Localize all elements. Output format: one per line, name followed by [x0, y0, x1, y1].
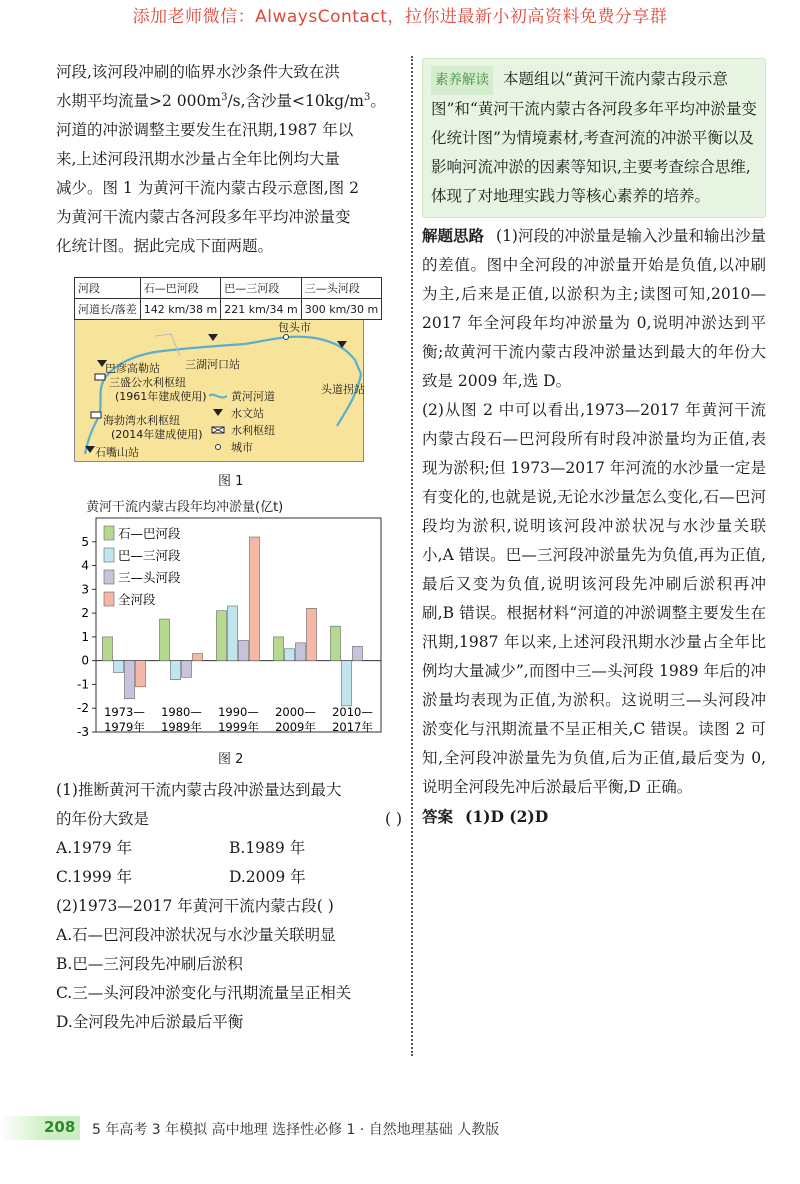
option-a[interactable]: A.1979 年 — [56, 839, 132, 857]
table-cell: 石—巴河段 — [140, 278, 221, 299]
x-tick-label: 2017年 — [332, 720, 373, 734]
bar — [307, 608, 317, 660]
bar-chart-svg — [56, 514, 386, 759]
dam-marker — [95, 374, 105, 380]
y-tick-label: 1 — [81, 629, 89, 644]
label-baotou: 包头市 — [278, 321, 311, 334]
x-tick-label: 1989年 — [161, 720, 202, 734]
legend-label: 三—头河段 — [118, 570, 181, 585]
y-tick-label: 5 — [81, 534, 89, 549]
bar — [160, 619, 170, 661]
bar — [114, 661, 124, 673]
bar — [250, 537, 260, 661]
solution-tag: 解题思路 — [422, 227, 485, 245]
x-tick-label: 2009年 — [275, 720, 316, 734]
option-d[interactable]: D.全河段先冲后淤最后平衡 — [56, 1013, 244, 1031]
questions-block — [56, 776, 402, 1037]
figure-2-chart — [56, 500, 386, 750]
legend-swatch — [104, 592, 114, 606]
table-cell: 142 km/38 m — [140, 299, 221, 320]
label-sansheng-year: (1961年建成使用) — [115, 390, 207, 403]
map-area — [74, 315, 364, 462]
label-haibo-year: (2014年建成使用) — [111, 428, 203, 441]
table-cell: 221 km/34 m — [221, 299, 302, 320]
figure-2-caption: 图 2 — [218, 752, 244, 767]
boundary-line — [155, 334, 180, 356]
literacy-box — [422, 58, 766, 218]
table-cell: 三—头河段 — [301, 278, 382, 299]
y-tick-label: 4 — [81, 558, 89, 573]
y-tick-label: -1 — [77, 677, 89, 692]
legend-swatch — [104, 548, 114, 562]
figure-1-caption: 图 1 — [218, 474, 244, 489]
legend-swatch — [104, 570, 114, 584]
solution-paragraph-1: 解题思路 (1)河段的冲淤量是输入沙量和输出沙量的差值。图中全河段的冲淤量开始是负值,以冲刷为主,后来是正值,以淤积为主;读图可知,2010—2017 年全河段年均冲淤量为 0,说明冲淤达到平衡;故黄河干流内蒙古段冲淤量达到最大的年份大致是 2009 年,选 D。 — [422, 227, 766, 390]
bar — [103, 637, 113, 661]
answer-tag: 答案 — [422, 808, 454, 826]
table-cell: 河道长/落差 — [75, 299, 141, 320]
literacy-tag: 素养解读 — [431, 66, 493, 95]
table-cell: 300 km/30 m — [301, 299, 382, 320]
option-c[interactable]: C.1999 年 — [56, 868, 133, 886]
x-tick-label: 1990— — [218, 705, 259, 719]
answer-line: 答案 (1)D (2)D — [422, 807, 549, 826]
y-tick-label: 0 — [81, 653, 89, 668]
map-legend — [209, 388, 309, 458]
watermark-text: 添加老师微信：AlwaysContact，拉你进最新小初高资料免费分享群 — [132, 7, 668, 27]
bar — [125, 661, 135, 699]
label-toudao-station: 头道拐站 — [321, 383, 365, 396]
intro-line-3: 河道的冲淤调整主要发生在汛期,1987 年以 — [56, 121, 354, 139]
intro-line-6: 为黄河干流内蒙古各河段多年平均冲淤量变 — [56, 208, 351, 226]
column-divider — [411, 56, 413, 1056]
y-tick-label: 2 — [81, 606, 89, 621]
bar — [182, 661, 192, 678]
x-tick-label: 1980— — [161, 705, 202, 719]
option-b[interactable]: B.1989 年 — [229, 839, 306, 857]
chart-title: 黄河干流内蒙古段年均冲淤量(亿t) — [86, 500, 284, 515]
intro-line-5: 减少。图 1 为黄河干流内蒙古段示意图,图 2 — [56, 179, 359, 197]
y-tick-label: -2 — [77, 701, 89, 716]
y-tick-label: -3 — [77, 725, 89, 739]
bar — [228, 606, 238, 661]
x-tick-label: 2010— — [332, 705, 373, 719]
question-2-stem: (2)1973—2017 年黄河干流内蒙古段( ) — [56, 897, 334, 915]
page-footer — [0, 1116, 800, 1140]
legend-city: 城市 — [209, 439, 253, 455]
bar — [342, 661, 352, 706]
bar — [296, 643, 306, 661]
x-tick-label: 1999年 — [218, 720, 259, 734]
legend-river: 黄河河道 — [209, 388, 275, 404]
bar — [193, 654, 203, 661]
solution-paragraph-2: (2)从图 2 中可以看出,1973—2017 年黄河干流内蒙古段石—巴河段所有时段冲淤量均为正值,表现为淤积;但 1973—2017 年河流的水沙量一定是有变化的,也就是说,无论水沙量怎么变化,石—巴河段均为淤积,说明该河段冲淤状况与水沙量关联小,A 错误。巴—三河段冲淤量先为负值,再为正值,最后又变为负值,说明该河段先冲刷后淤积再冲刷,B 错误。根据材料“河道的冲淤调整主要发生在汛期,1987 年以来,上述河段汛期水沙量占全年比例均大量减少”,而图中三—头河段 1989 年后的冲淤量均表现为正值,为淤积。这说明三—头河段冲淤变化与汛期流量不呈正相关,C 错误。读图 2 可知,全河段冲淤量先为负值,后为正值,最后变为 0,说明全河段先冲后淤最后平衡,D 正确。 — [422, 401, 766, 796]
page-number: 208 — [44, 1118, 76, 1136]
option-a[interactable]: A.石—巴河段冲淤状况与水沙量关联明显 — [56, 926, 336, 944]
city-marker — [284, 335, 289, 340]
footer-book-title: 5 年高考 3 年模拟 高中地理 选择性必修 1 · 自然地理基础 人教版 — [92, 1122, 500, 1138]
x-tick-label: 2000— — [275, 705, 316, 719]
legend-label: 巴—三河段 — [118, 548, 181, 563]
intro-line-4: 来,上述河段汛期水沙量占全年比例均大量 — [56, 150, 340, 168]
legend-hydro-station: 水文站 — [209, 405, 264, 421]
right-column — [422, 58, 766, 832]
river-section-table — [74, 277, 382, 320]
question-1-line-2: 的年份大致是 ( ) — [56, 810, 402, 828]
bar — [217, 611, 227, 661]
dam-marker — [91, 412, 101, 418]
x-tick-label: 1979年 — [104, 720, 145, 734]
left-column — [56, 58, 402, 261]
hydro-station-marker — [208, 334, 218, 341]
bar — [353, 646, 363, 660]
x-tick-label: 1973— — [104, 705, 145, 719]
option-d[interactable]: D.2009 年 — [229, 868, 306, 886]
label-sanhu-station: 三湖河口站 — [185, 358, 240, 371]
label-shizui-station: 石嘴山站 — [95, 446, 139, 459]
label-haibo-dam: 海勃湾水利枢纽 — [103, 414, 180, 427]
legend-label: 石—巴河段 — [118, 526, 181, 541]
bar — [171, 661, 181, 680]
y-tick-label: 3 — [81, 582, 89, 597]
option-c[interactable]: C.三—头河段冲淤变化与汛期流量呈正相关 — [56, 984, 352, 1002]
question-1-line-1: (1)推断黄河干流内蒙古段冲淤量达到最大 — [56, 781, 342, 799]
legend-dam: 水利枢纽 — [209, 422, 275, 438]
bar — [331, 626, 341, 660]
figure-1-map — [74, 277, 379, 460]
table-cell: 河段 — [75, 278, 141, 299]
label-sansheng-dam: 三盛公水利枢纽 — [109, 376, 186, 389]
bar — [136, 661, 146, 687]
intro-line-7: 化统计图。据此完成下面两题。 — [56, 237, 274, 255]
intro-line-2: 水期平均流量>2 $000m^3/s$,含沙量$<10kg/m^3$。 — [56, 91, 386, 110]
bar — [274, 637, 284, 661]
literacy-text: 本题组以“黄河干流内蒙古段示意图”和“黄河干流内蒙古各河段多年平均冲淤量变化统计图”为情境素材,考查河流的冲淤平衡以及影响河流冲淤的因素等知识,主要考查综合思维,体现了对地理实践力等核心素养的培养。 — [431, 70, 757, 205]
question-1-options — [56, 834, 402, 892]
bar — [239, 640, 249, 660]
legend-label: 全河段 — [118, 592, 156, 607]
intro-line-1: 河段,该河段冲刷的临界水沙条件大致在洪 — [56, 63, 340, 81]
legend-swatch — [104, 526, 114, 540]
bar — [285, 649, 295, 661]
label-bayan-station: 巴彦高勒站 — [105, 362, 160, 375]
table-cell: 巴—三河段 — [221, 278, 302, 299]
option-b[interactable]: B.巴—三河段先冲刷后淤积 — [56, 955, 243, 973]
